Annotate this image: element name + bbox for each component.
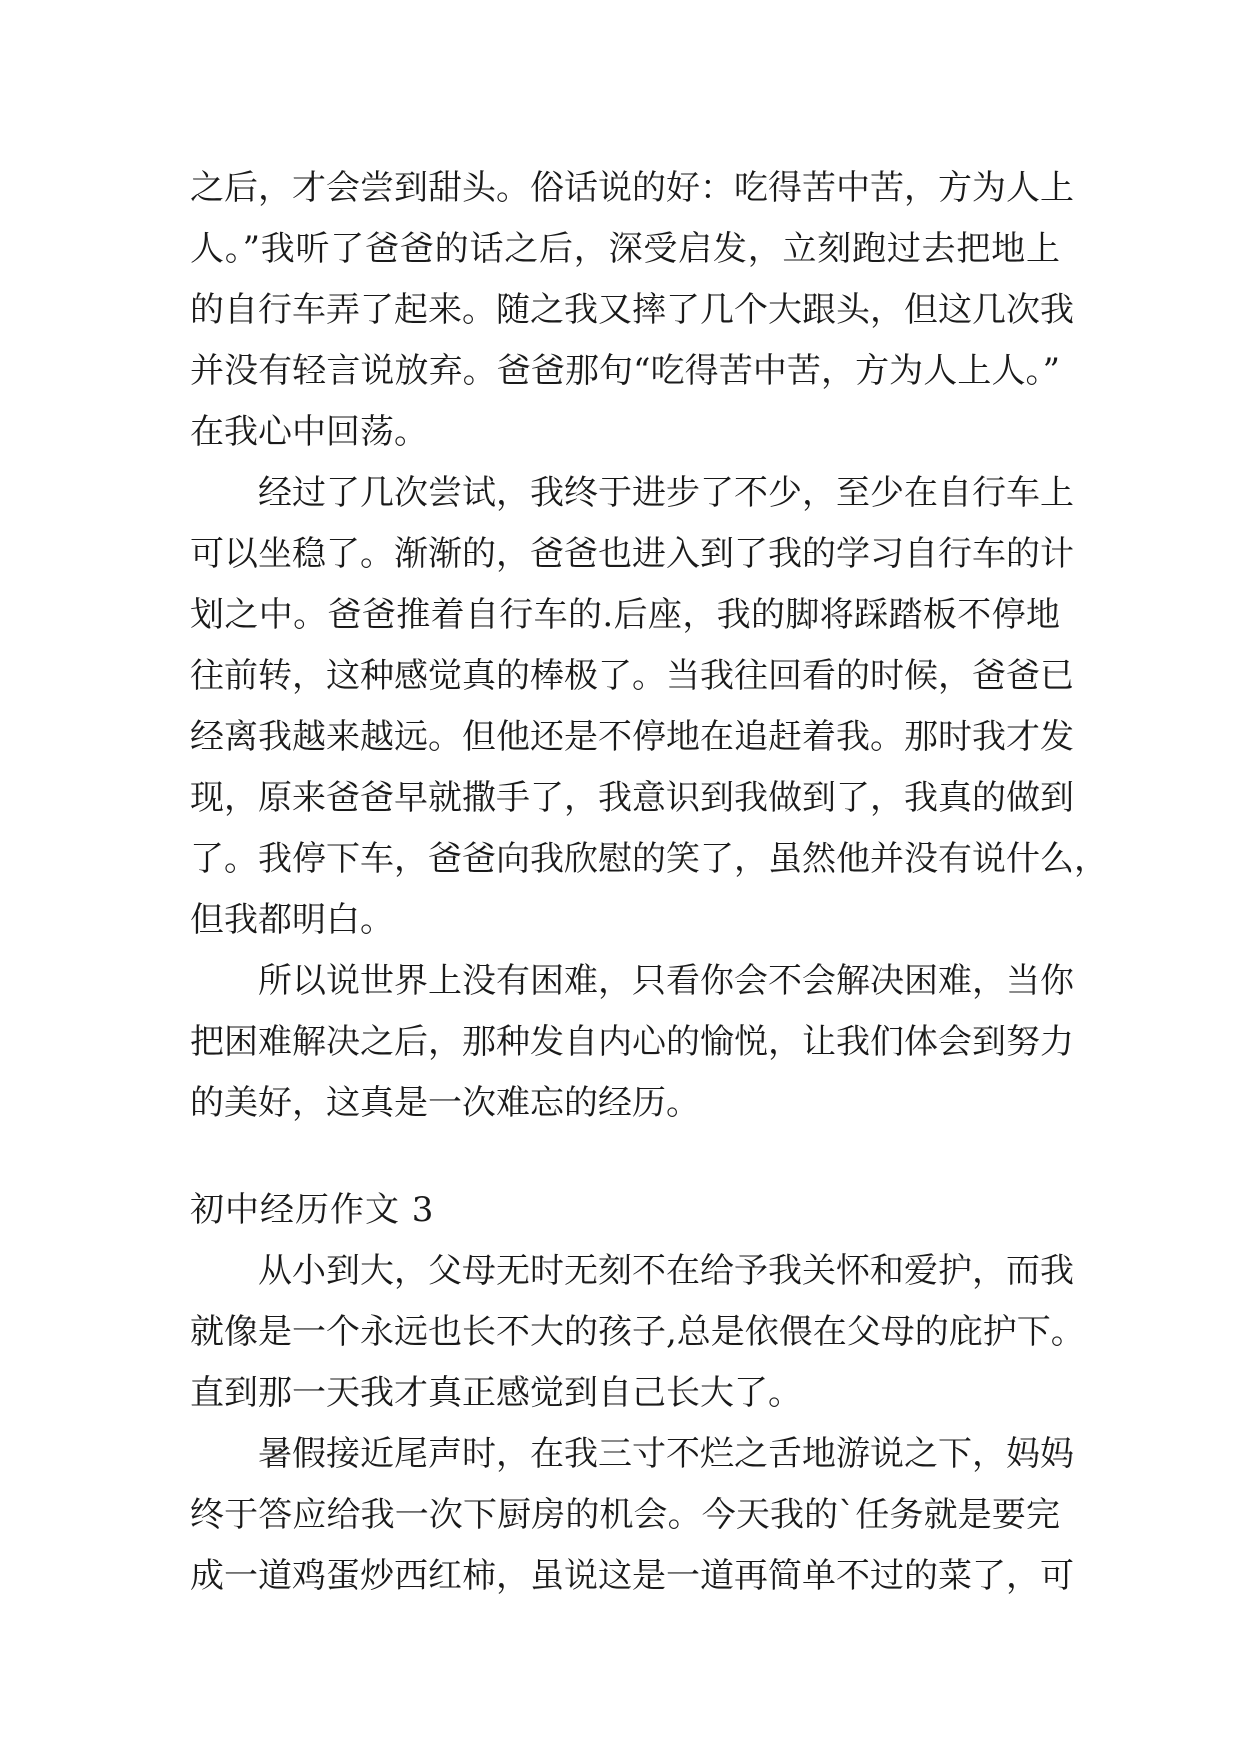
paragraph-line: 之后，才会尝到甜头。俗话说的好：吃得苦中苦，方为人上	[190, 168, 1074, 208]
paragraph-line: 可以坐稳了。渐渐的，爸爸也进入到了我的学习自行车的计	[190, 534, 1074, 574]
paragraph-line: 往前转，这种感觉真的棒极了。当我往回看的时候，爸爸已	[190, 656, 1074, 696]
paragraph-1	[190, 158, 1074, 463]
paragraph-5	[190, 1424, 1074, 1607]
paragraph-line: 成一道鸡蛋炒西红柿，虽说这是一道再简单不过的菜了，可	[190, 1556, 1074, 1596]
paragraph-3	[190, 951, 1074, 1134]
paragraph-line: 了。我停下车，爸爸向我欣慰的笑了，虽然他并没有说什么，	[190, 839, 1108, 879]
paragraph-line: 在我心中回荡。	[190, 412, 428, 452]
document-body	[190, 158, 1108, 1607]
paragraph-line: 经过了几次尝试，我终于进步了不少，至少在自行车上	[258, 473, 1074, 513]
paragraph-line: 就像是一个永远也长不大的孩子,总是依偎在父母的庇护下。	[190, 1312, 1085, 1352]
paragraph-line: 的自行车弄了起来。随之我又摔了几个大跟头，但这几次我	[190, 290, 1074, 330]
section-heading: 初中经历作文 3	[190, 1190, 435, 1230]
paragraph-line: 现，原来爸爸早就撒手了，我意识到我做到了，我真的做到	[190, 778, 1074, 818]
paragraph-line: 所以说世界上没有困难，只看你会不会解决困难，当你	[258, 961, 1074, 1001]
paragraph-line: 从小到大，父母无时无刻不在给予我关怀和爱护，而我	[258, 1251, 1074, 1291]
paragraph-4	[190, 1241, 1085, 1424]
paragraph-line: 的美好，这真是一次难忘的经历。	[190, 1083, 700, 1123]
paragraph-line: 终于答应给我一次下厨房的机会。今天我的`任务就是要完	[190, 1495, 1060, 1535]
paragraph-line: 人。”我听了爸爸的话之后，深受启发，立刻跑过去把地上	[190, 229, 1060, 269]
paragraph-line: 经离我越来越远。但他还是不停地在追赶着我。那时我才发	[190, 717, 1074, 757]
paragraph-line: 暑假接近尾声时，在我三寸不烂之舌地游说之下，妈妈	[258, 1434, 1074, 1474]
paragraph-line: 并没有轻言说放弃。爸爸那句“吃得苦中苦，方为人上人。”	[190, 351, 1060, 391]
paragraph-line: 直到那一天我才真正感觉到自己长大了。	[190, 1373, 802, 1413]
paragraph-line: 但我都明白。	[190, 900, 394, 940]
paragraph-2	[190, 463, 1108, 951]
paragraph-line: 划之中。爸爸推着自行车的.后座，我的脚将踩踏板不停地	[190, 595, 1060, 635]
paragraph-line: 把困难解决之后，那种发自内心的愉悦，让我们体会到努力	[190, 1022, 1074, 1062]
